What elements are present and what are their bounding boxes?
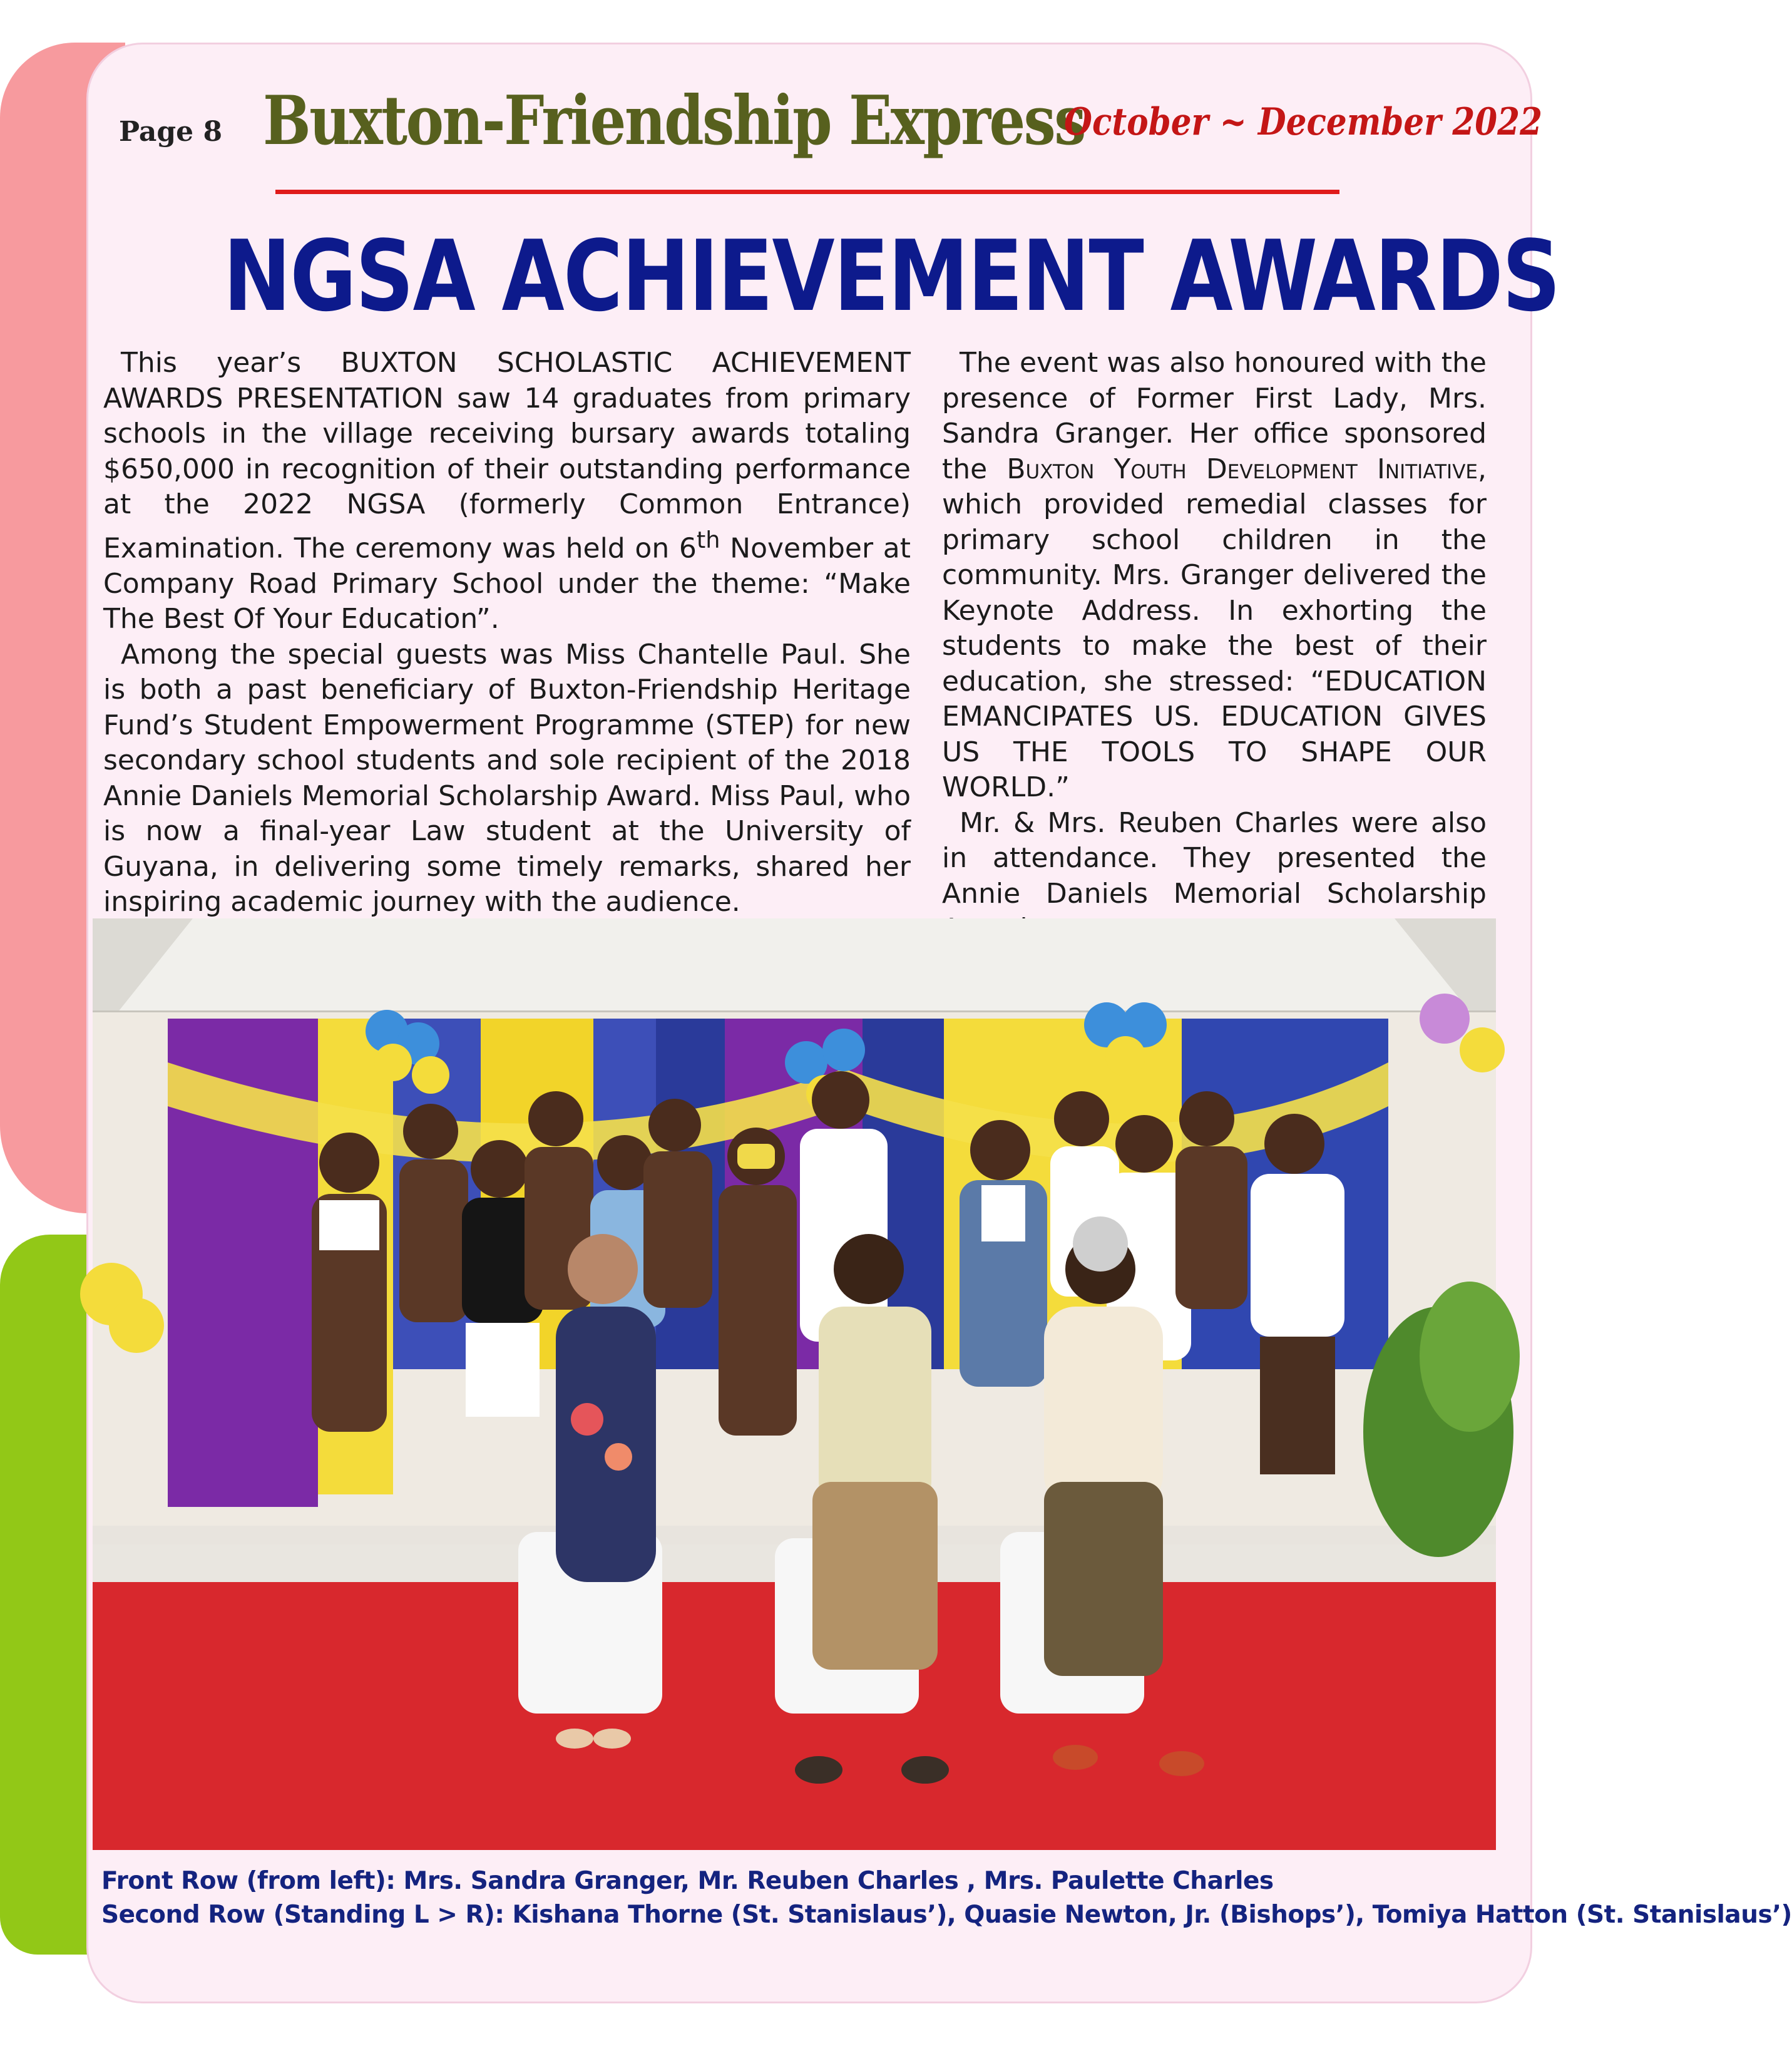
photo-caption-front-row: Front Row (from left): Mrs. Sandra Granger, Mr. Reuben Charles , Mrs. Paulette Charles <box>101 1867 1274 1895</box>
right-paragraph-2: Mr. & Mrs. Reuben Charles were also in attendance. They presented the Annie Daniels Memorial Scholarship <box>942 806 1487 910</box>
article-headline-text: NGSA ACHIEVEMENT AWARDS <box>223 219 1560 333</box>
header-rule <box>275 190 1339 194</box>
article-headline <box>86 219 1560 333</box>
group-photo-illustration <box>93 918 1496 1850</box>
left-paragraph-1-text-a: This year’s BUXTON SCHOLASTIC ACHIEVEMENT AWARDS PRESENTATION saw 14 graduates from primary schools in the village receiving bursary awards totaling $650,000 in recognition of their outstanding performance at the 2022 NGSA (formerly Common Entrance) Examination. The ceremony was held on 6 <box>103 347 911 565</box>
page-number: Page 8 <box>119 116 223 148</box>
right-paragraph-1-text-a: The event was also honoured with the presence of Former First Lady, Mrs. Sandra Granger. Her office sponsored the <box>942 347 1487 485</box>
ordinal-suffix: th <box>696 526 720 553</box>
article-right-column <box>942 346 1487 947</box>
newsletter-masthead: Buxton-Friendship Express <box>263 81 1085 160</box>
left-paragraph-2: Among the special guests was Miss Chantelle Paul. She is both a past beneficiary of Buxton-Friendship Heritage Fund’s Student Empowerment Programme (STEP) for new secondary school students and sole recipient of the 2018 Annie Daniels Memorial Scholarship Award. Miss Paul, who is now a final-year Law student at the University of Guyana, in delivering some timely remarks, shared her inspiring academic journey with the audience. <box>103 638 911 918</box>
left-paragraph-1 <box>103 346 911 637</box>
article-left-column <box>103 346 911 920</box>
photo-caption-second-row: Second Row (Standing L > R): Kishana Thorne (St. Stanislaus’), Quasie Newton, Jr. (Bishops’), Tomiya Hatton (St. Stanislaus’) <box>101 1901 1792 1929</box>
left-paragraph-1-text-b: November at Company Road Primary School under the theme: “Make The Best Of Your Education”. <box>103 532 911 635</box>
right-paragraph-1-text-b: , which provided remedial classes for primary school children in the community. Mrs. Granger delivered the Keynote Address. In exhorting the students to make the best of their education, she stressed: “EDUCATION EMANCIPATES US. EDUCATION GIVES US THE TOOLS TO SHAPE OUR WORLD.” <box>942 453 1487 803</box>
program-name: Buxton Youth Development Initiative <box>1006 453 1478 485</box>
right-paragraph-1 <box>942 346 1487 806</box>
group-photo <box>93 918 1496 1850</box>
issue-date: October ~ December 2022 <box>1064 100 1542 144</box>
